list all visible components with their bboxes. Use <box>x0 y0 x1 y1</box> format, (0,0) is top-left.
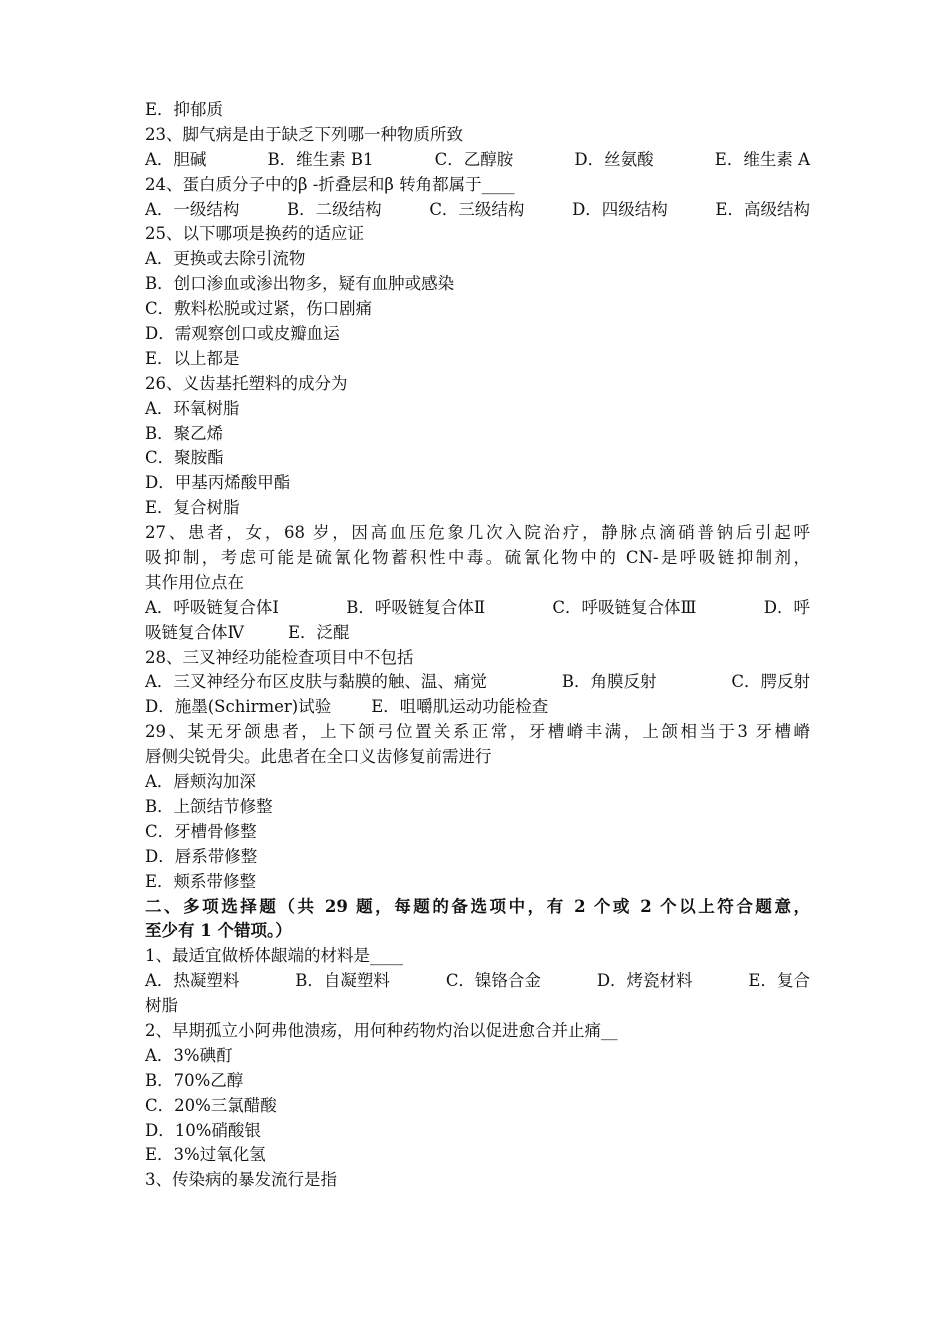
option-line: C．聚胺酯 <box>145 448 224 468</box>
option: C．乙醇胺 <box>434 149 514 169</box>
option-line: E．颊系带修整 <box>145 871 257 891</box>
option: C．镍铬合金 <box>445 971 541 991</box>
question-28-options <box>145 670 810 695</box>
option: D．烤瓷材料 <box>596 971 693 991</box>
question-23: 23、脚气病是由于缺乏下列哪一种物质所致 <box>145 124 463 144</box>
question-27-line: 吸抑制，考虑可能是硫氰化物蓄积性中毒。硫氰化物中的 CN-是呼吸链抑制剂， <box>145 548 810 568</box>
option: B．呼吸链复合体Ⅱ <box>346 597 486 617</box>
option: A．胆碱 <box>145 149 207 169</box>
question-28: 28、三叉神经功能检查项目中不包括 <box>145 647 414 667</box>
option-line: D．需观察创口或皮瓣血运 <box>145 324 340 344</box>
question-23-options <box>145 148 810 173</box>
option: A．呼吸链复合体Ⅰ <box>145 597 279 617</box>
question-27-options <box>145 596 810 621</box>
option-line: E．抑郁质 <box>145 100 224 119</box>
option: C．腭反射 <box>731 672 810 692</box>
option-line: A．更换或去除引流物 <box>145 249 306 269</box>
option: E．咀嚼肌运动功能检查 <box>371 697 549 717</box>
option-line: C．牙槽骨修整 <box>145 821 257 841</box>
option-line: C．敷料松脱或过紧，伤口剧痛 <box>145 299 373 319</box>
option: B．自凝塑料 <box>295 971 390 991</box>
question-24-options <box>145 198 810 223</box>
option: D．施墨(Schirmer)试验 <box>145 697 332 717</box>
question-24: 24、蛋白质分子中的β -折叠层和β 转角都属于____ <box>145 174 515 194</box>
option-line: E．以上都是 <box>145 348 240 368</box>
option: E．泛醌 <box>287 622 350 642</box>
option-line: B．上颌结节修整 <box>145 796 273 816</box>
option: B．维生素 B1 <box>267 149 374 169</box>
option: C．三级结构 <box>429 199 525 219</box>
multi-question-2: 2、早期孤立小阿弗他溃疡，用何种药物灼治以促进愈合并止痛__ <box>145 1020 618 1040</box>
question-27-line: 27、患者，女，68 岁，因高血压危象几次入院治疗，静脉点滴硝普钠后引起呼 <box>145 523 810 543</box>
option: D．呼 <box>763 597 810 617</box>
option: B．角膜反射 <box>561 672 657 692</box>
option: A．三叉神经分布区皮肤与黏膜的触、温、痛觉 <box>145 672 487 692</box>
option-line: 树脂 <box>145 996 178 1016</box>
document-page <box>145 98 810 1193</box>
question-29-line: 唇侧尖锐骨尖。此患者在全口义齿修复前需进行 <box>145 747 492 767</box>
option-line: E．复合树脂 <box>145 498 240 518</box>
option: A．热凝塑料 <box>145 971 240 991</box>
option-line: E．3%过氧化氢 <box>145 1145 266 1165</box>
option: 吸链复合体Ⅳ <box>145 622 244 642</box>
option: C．呼吸链复合体Ⅲ <box>552 597 697 617</box>
question-28-options <box>145 695 810 720</box>
option: A．一级结构 <box>145 199 240 219</box>
option: D．丝氨酸 <box>574 149 654 169</box>
option-line: B．创口渗血或渗出物多，疑有血肿或感染 <box>145 274 455 294</box>
option-line: B．70%乙醇 <box>145 1070 244 1090</box>
multi-question-1-options <box>145 969 810 994</box>
question-29-line: 29、某无牙颌患者，上下颌弓位置关系正常，牙槽嵴丰满，上颌相当于3 牙槽嵴 <box>145 722 810 742</box>
option-line: D．甲基丙烯酸甲酯 <box>145 473 291 493</box>
option: B．二级结构 <box>287 199 382 219</box>
section-heading: 二、多项选择题（共 29 题，每题的备选项中，有 2 个或 2 个以上符合题意， <box>145 896 810 916</box>
option: E．维生素 A <box>714 149 810 169</box>
multi-question-3: 3、传染病的暴发流行是指 <box>145 1170 337 1190</box>
question-27-options <box>145 621 810 646</box>
option-line: A．环氧树脂 <box>145 398 240 418</box>
option: D．四级结构 <box>572 199 668 219</box>
section-heading: 至少有 1 个错项。） <box>145 921 292 941</box>
option-line: D．10%硝酸银 <box>145 1120 261 1140</box>
question-25: 25、以下哪项是换药的适应证 <box>145 224 364 244</box>
option-line: A．唇颊沟加深 <box>145 772 256 792</box>
question-26: 26、义齿基托塑料的成分为 <box>145 373 348 393</box>
option-line: A．3%碘酊 <box>145 1045 233 1065</box>
option-line: C．20%三氯醋酸 <box>145 1095 277 1115</box>
option: E．复合 <box>748 971 810 991</box>
option-line: B．聚乙烯 <box>145 423 224 443</box>
option: E．高级结构 <box>715 199 810 219</box>
multi-question-1: 1、最适宜做桥体龈端的材料是____ <box>145 946 403 966</box>
question-27-line: 其作用位点在 <box>145 572 244 592</box>
option-line: D．唇系带修整 <box>145 846 258 866</box>
